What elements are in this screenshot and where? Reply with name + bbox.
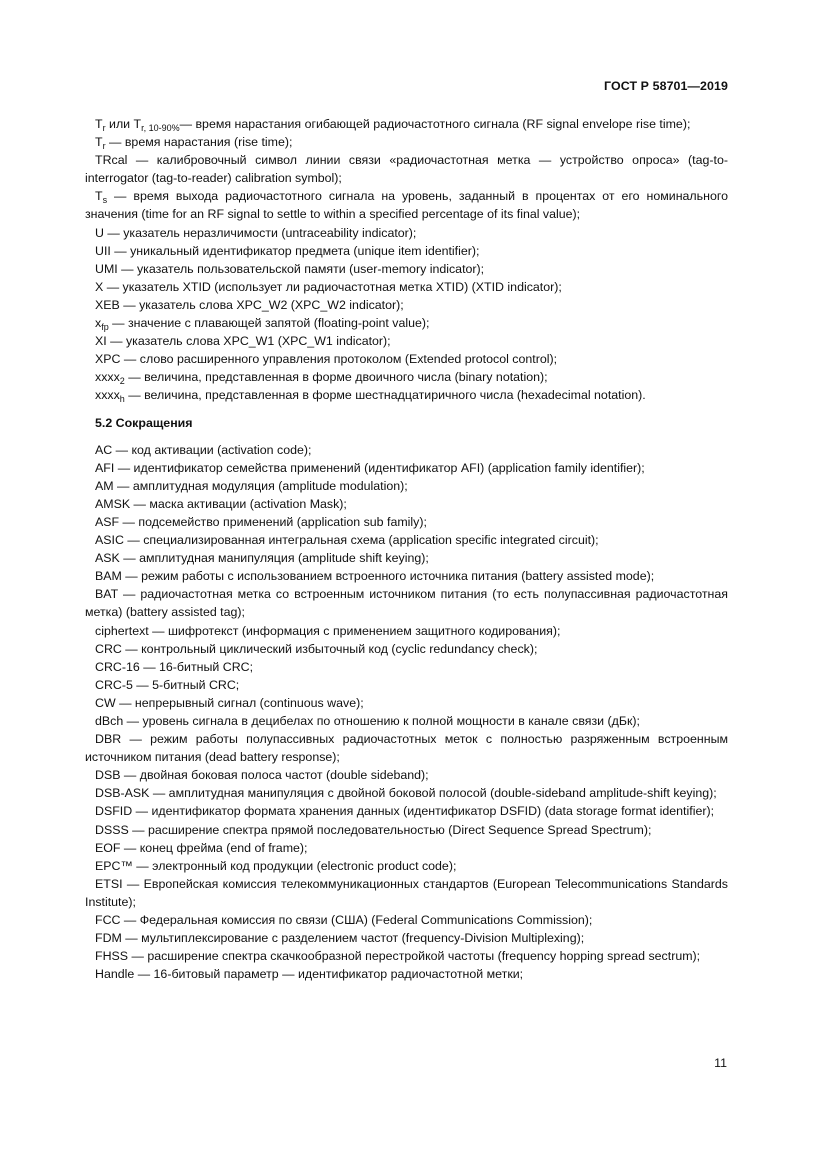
symbol-entry: [85, 314, 728, 332]
abbreviations-list: [85, 441, 728, 984]
abbreviation-entry: ASIC — специализированная интегральная схема (application specific integrated circuit);: [95, 533, 599, 548]
abbreviation-entry: FHSS — расширение спектра скачкообразной перестройкой частоты (frequency hopping spread sectrum);: [95, 949, 701, 964]
page-content: [85, 115, 728, 983]
text-run: UII — уникальный идентификатор предмета (unique item identifier);: [95, 243, 480, 258]
symbol-entry: [85, 151, 728, 187]
text-run: — время выхода радиочастотного сигнала на уровень, заданный в процентах от его номинального значения (time for an RF signal to settle to within a specified percentage of its final value);: [85, 189, 728, 222]
text-run: T: [95, 117, 103, 131]
symbol-entry: [85, 332, 728, 350]
text-run: T: [95, 135, 103, 150]
text-run: xxxx: [95, 370, 120, 385]
text-run: U — указатель неразличимости (untraceability indicator);: [95, 225, 417, 240]
text-run: x: [95, 316, 102, 331]
abbreviation-entry: AC — код активации (activation code);: [95, 442, 312, 457]
symbols-list: [85, 115, 728, 405]
symbol-entry: [85, 224, 728, 242]
text-run: — величина, представленная в форме двоичного числа (binary notation);: [124, 370, 548, 385]
abbreviation-entry: CW — непрерывный сигнал (continuous wave);: [95, 695, 364, 710]
text-run: XPC — слово расширенного управления протоколом (Extended protocol control);: [95, 352, 558, 367]
text-run: — время нарастания огибающей радиочастотного сигнала (RF signal envelope rise time);: [179, 117, 691, 131]
subscript: h: [119, 394, 125, 405]
text-run: TRcal — калибровочный символ линии связи «радиочастотная метка — устройство опроса» (tag-to-interrogator (tag-to-reader) calibration symbol);: [85, 153, 728, 186]
text-run: xxxx: [95, 388, 120, 403]
symbol-entry: [85, 368, 728, 386]
symbol-entry: [85, 386, 728, 404]
abbreviation-entry: CRC-16 — 16-битный CRC;: [95, 659, 254, 674]
document-id: ГОСТ Р 58701—2019: [604, 79, 728, 93]
text-run: — значение с плавающей запятой (floating-point value);: [108, 316, 430, 331]
subscript: r: [102, 123, 106, 133]
abbreviation-entry: ETSI — Европейская комиссия телекоммуникационных стандартов (European Telecommunications Standards Institute);: [85, 876, 728, 909]
abbreviation-entry: Handle — 16-битовый параметр — идентификатор радиочастотной метки;: [95, 967, 524, 982]
abbreviation-entry: CRC — контрольный циклический избыточный код (cyclic redundancy check);: [95, 641, 538, 656]
subscript: 2: [119, 376, 125, 387]
abbreviation-entry: DSB-ASK — амплитудная манипуляция с двойной боковой полосой (double-sideband amplitude-shift keying);: [95, 786, 717, 801]
abbreviation-entry: ASK — амплитудная манипуляция (amplitude shift keying);: [95, 551, 429, 566]
subscript: fp: [101, 322, 109, 333]
subscript: s: [102, 195, 108, 206]
abbreviation-entry: BAM — режим работы с использованием встроенного источника питания (battery assisted mode);: [95, 569, 655, 584]
abbreviation-entry: DBR — режим работы полупассивных радиочастотных меток с полностью разряженным встроенным источником питания (dead battery response);: [85, 732, 728, 765]
abbreviation-entry: EOF — конец фрейма (end of frame);: [95, 840, 308, 855]
abbreviation-entry: dBch — уровень сигнала в децибелах по отношению к полной мощности в канале связи (дБк);: [95, 714, 640, 728]
symbol-entry: [85, 350, 728, 368]
abbreviation-entry: FCC — Федеральная комиссия по связи (США) (Federal Communications Commission);: [95, 913, 593, 928]
text-run: — величина, представленная в форме шестнадцатиричного числа (hexadecimal notation).: [124, 388, 646, 403]
page-number: 11: [714, 1056, 727, 1070]
abbreviation-entry: FDM — мультиплексирование с разделением частот (frequency-Division Multiplexing);: [95, 931, 585, 946]
abbreviation-entry: EPC™ — электронный код продукции (electronic product code);: [95, 858, 457, 873]
text-run: или T: [105, 117, 142, 131]
text-run: X — указатель XTID (использует ли радиочастотная метка XTID) (XTID indicator);: [95, 279, 562, 294]
text-run: UMI — указатель пользовательской памяти (user-memory indicator);: [95, 261, 485, 276]
symbol-entry: [85, 296, 728, 314]
subscript: r, 10-90%: [141, 123, 180, 133]
symbol-entry: [85, 242, 728, 260]
symbol-entry: [85, 115, 728, 133]
symbol-entry: [85, 133, 728, 151]
section-title: 5.2 Сокращения: [95, 415, 193, 430]
abbreviation-entry: AM — амплитудная модуляция (amplitude modulation);: [95, 478, 408, 493]
abbreviation-entry: ASF — подсемейство применений (application sub family);: [95, 514, 427, 529]
abbreviation-entry: ciphertext — шифротекст (информация с применением защитного кодирования);: [95, 623, 561, 638]
abbreviation-entry: DSSS — расширение спектра прямой последовательностью (Direct Sequence Spread Spectrum);: [95, 822, 652, 837]
abbreviation-entry: DSFID — идентификатор формата хранения данных (идентификатор DSFID) (data storage format identifier);: [95, 804, 715, 819]
text-run: T: [95, 189, 103, 204]
abbreviation-entry: DSB — двойная боковая полоса частот (double sideband);: [95, 768, 429, 783]
subscript: r: [102, 141, 106, 152]
text-run: — время нарастания (rise time);: [105, 135, 293, 150]
abbreviation-entry: AFI — идентификатор семейства применений (идентификатор AFI) (application family identifier);: [95, 460, 645, 475]
text-run: XEB — указатель слова XPC_W2 (XPC_W2 indicator);: [95, 297, 404, 312]
text-run: XI — указатель слова XPC_W1 (XPC_W1 indicator);: [95, 334, 391, 349]
abbreviation-entry: BAT — радиочастотная метка со встроенным источником питания (то есть полупассивная радиочастотная метка) (battery assisted tag);: [85, 587, 728, 620]
abbreviation-entry: AMSK — маска активации (activation Mask);: [95, 496, 347, 511]
abbreviation-entry: CRC-5 — 5-битный CRC;: [95, 677, 240, 692]
symbol-entry: [85, 187, 728, 223]
symbol-entry: [85, 278, 728, 296]
symbol-entry: [85, 260, 728, 278]
